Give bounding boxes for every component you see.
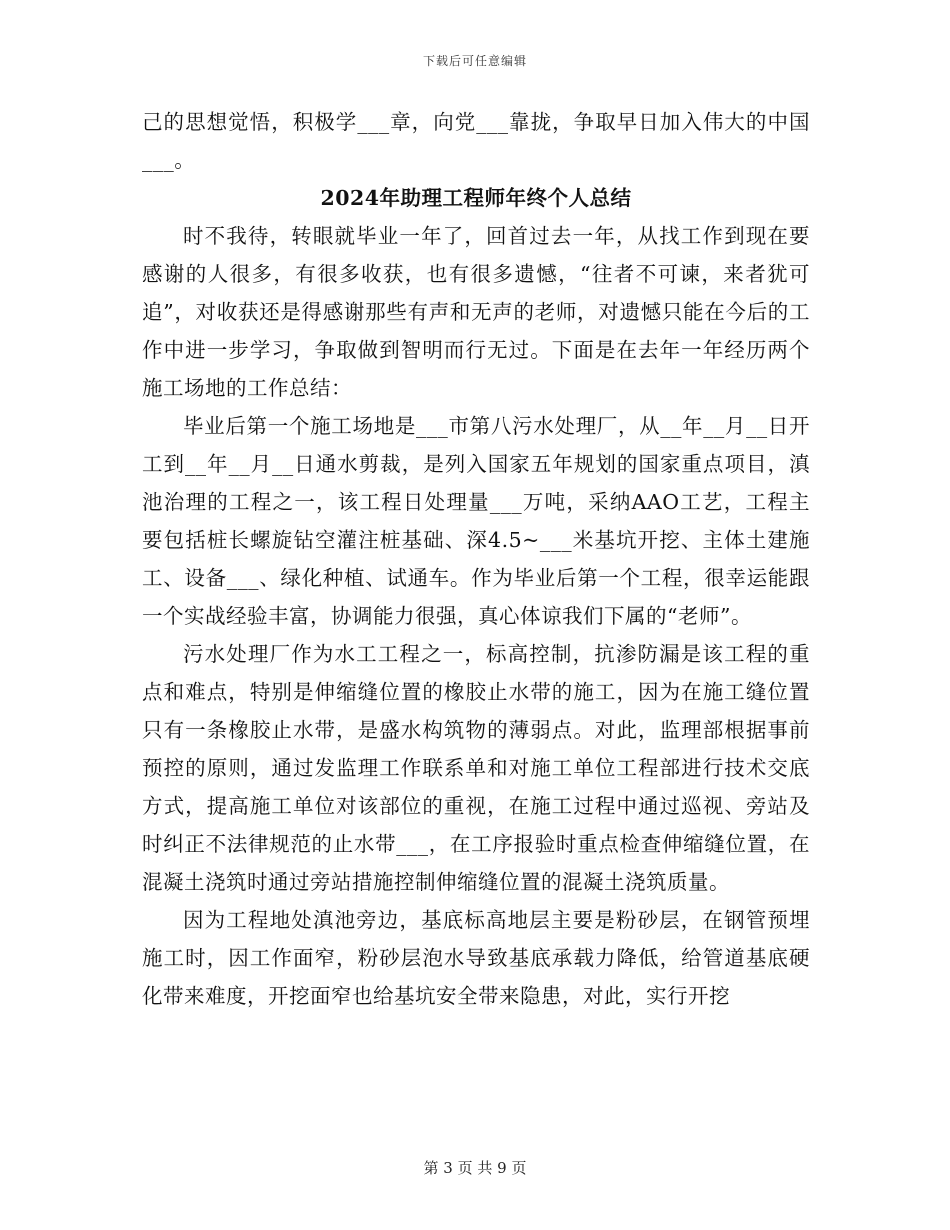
continuation-paragraph: 己的思想觉悟，积极学___章，向党___靠拢，争取早日加入伟大的中国___。 (142, 110, 810, 172)
paragraph-4: 因为工程地处滇池旁边，基底标高地层主要是粉砂层，在钢管预埋施工时，因工作面窄，粉砂层泡水导致基底承载力降低，给管道基底硬化带来难度，开挖面窄也给基坑安全带来隐患，对此，实行开挖 (142, 908, 810, 1008)
paragraph-2: 毕业后第一个施工场地是___市第八污水处理厂，从__年__月__日开工到__年__月__日通水剪裁，是列入国家五年规划的国家重点项目，滇池治理的工程之一，该工程日处理量___万吨，采纳AAO工艺，工程主要包括桩长螺旋钻空灌注桩基础、深4.5~___米基坑开挖、主体土建施工、设备___、绿化种植、试通车。作为毕业后第一个工程，很幸运能跟一个实战经验丰富，协调能力很强，真心体谅我们下属的“老师”。 (142, 414, 810, 628)
page-number: 第 3 页 共 9 页 (423, 1159, 527, 1177)
paragraph-1: 时不我待，转眼就毕业一年了，回首过去一年，从找工作到现在要感谢的人很多，有很多收获，也有很多遗憾，“往者不可谏，来者犹可追”，对收获还是得感谢那些有声和无声的老师，对遗憾只能在今后的工作中进一步学习，争取做到智明而行无过。下面是在去年一年经历两个施工场地的工作总结： (142, 224, 810, 400)
document-title: 2024年助理工程师年终个人总结 (320, 186, 632, 210)
document-body (142, 103, 810, 1015)
page-header: 下载后可任意编辑 (422, 54, 527, 68)
paragraph-3: 污水处理厂作为水工工程之一，标高控制，抗渗防漏是该工程的重点和难点，特别是伸缩缝位置的橡胶止水带的施工，因为在施工缝位置只有一条橡胶止水带，是盛水构筑物的薄弱点。对此，监理部根据事前预控的原则，通过发监理工作联系单和对施工单位工程部进行技术交底方式，提高施工单位对该部位的重视，在施工过程中通过巡视、旁站及时纠正不法律规范的止水带___，在工序报验时重点检查伸缩缝位置，在混凝土浇筑时通过旁站措施控制伸缩缝位置的混凝土浇筑质量。 (142, 642, 810, 894)
